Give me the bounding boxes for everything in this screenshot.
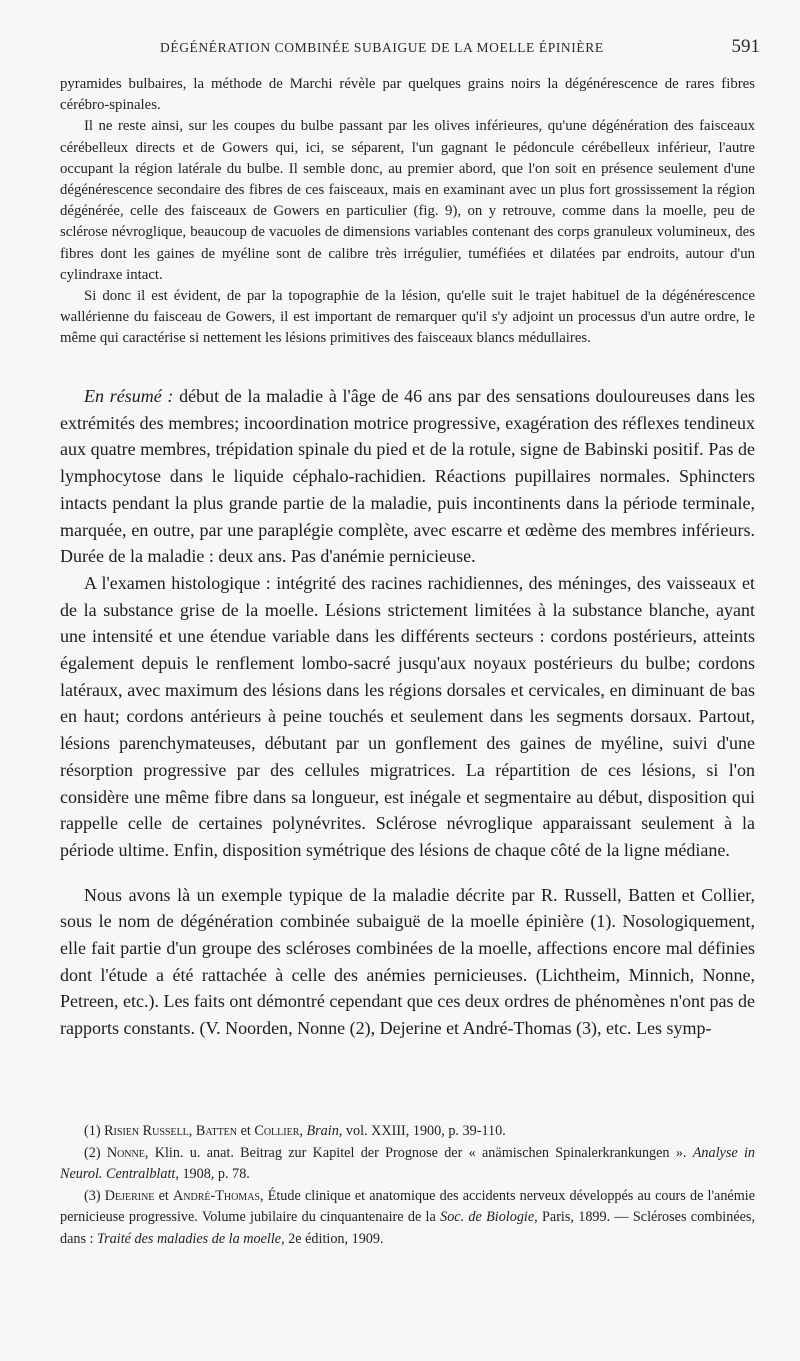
- footnote-3: [60, 1186, 755, 1251]
- footnote-3-journal: Soc. de Biologie: [440, 1209, 535, 1225]
- footnote-1: [60, 1121, 755, 1143]
- footnote-3-number: (3): [84, 1187, 105, 1204]
- footnote-3-text: , Étude clinique et anatomique des accidents nerveux développés au cours de l'anémie pernicieuse progressive. Volume jubilaire du cinquantenaire de la: [60, 1187, 755, 1225]
- paragraph-nous-avons: Nous avons là un exemple typique de la maladie décrite par R. Russell, Batten et Collier, sous le nom de dégénération combinée subaiguë de la moelle épinière (1). Nosologiquement, elle fait partie d'un groupe des scléroses combinées de la moelle, affections encore mal définies dont l'étude a été rattachée à celle des anémies pernicieuses. (Lichtheim, Minnich, Nonne, Petreen, etc.). Les faits ont démontré cependant que ces deux ordres de phénomènes n'ont pas de rapports constants. (V. Noorden, Nonne (2), Dejerine et André-Thomas (3), etc. Les symp-: [60, 884, 755, 1039]
- paragraph-resume: [60, 383, 755, 570]
- footnote-2: [60, 1143, 755, 1186]
- footnote-2-journal: Analyse in Neurol. Centralblatt: [60, 1144, 756, 1182]
- footnote-1-authors: Risien Russell, Batten: [104, 1123, 238, 1139]
- footnote-1-rest: , vol. XXIII, 1900, p. 39-110.: [338, 1123, 506, 1139]
- footnote-2-text: , Klin. u. anat. Beitrag zur Kapitel der Prognose der « anämischen Spinalerkrankungen ».: [144, 1144, 693, 1161]
- footnote-1-author2: Collier: [254, 1123, 300, 1139]
- paragraph-examen: A l'examen histologique : intégrité des racines rachidiennes, des méninges, des vaisseaux et de la substance grise de la moelle. Lésions strictement limitées à la substance blanche, ayant une intensité et une étendue variable dans les différents secteurs : cordons postérieurs, atteints également depuis le renflement lombo-sacré jusqu'aux noyaux postérieurs du bulbe; cordons latéraux, avec maximum des lésions dans les régions dorsales et cervicales, en diminuant de bas en haut; cordons antérieurs à peine touchés et seulement dans les segments dorsaux. Partout, lésions parenchymateuses, débutant par un gonflement des gaines de myéline, suivi d'une résorption progressive par des cellules migratrices. La répartition de ces lésions, si l'on considère une même fibre dans sa longueur, est inégale et segmentaire au début, disposition qui rappelle celle de certaines polynévrites. Sclérose névroglique apparaissant seulement à la période ultime. Enfin, disposition symétrique des lésions de chaque côté de la ligne médiane.: [60, 572, 755, 860]
- resume-lead: En résumé :: [84, 386, 174, 406]
- main-text-section: [60, 383, 755, 1042]
- footnote-3-et: et: [154, 1187, 173, 1204]
- footnote-3-rest: , 2e édition, 1909.: [281, 1230, 384, 1247]
- footnote-3-book: Traité des maladies de la moelle: [97, 1230, 282, 1247]
- footnote-2-author: Nonne: [106, 1144, 145, 1161]
- paragraph-gowers: Si donc il est évident, de par la topographie de la lésion, qu'elle suit le trajet habituel de la dégénérescence wallérienne du faisceau de Gowers, il est important de remarquer qu'il s'y adjoint un processus d'un autre ordre, le même qui caractérise si nettement les lésions primitives des faisceaux blancs médullaires.: [60, 288, 755, 347]
- footnote-2-rest: , 1908, p. 78.: [175, 1166, 250, 1182]
- footnote-3-author: Dejerine: [104, 1187, 155, 1204]
- small-print-section: [60, 74, 755, 350]
- footnote-1-journal: Brain: [306, 1123, 339, 1139]
- page-number: 591: [731, 36, 760, 57]
- resume-text: début de la maladie à l'âge de 46 ans par des sensations douloureuses dans les extrémités des membres; incoordination motrice progressive, exagération des réflexes tendineux aux quatre membres, trépidation spinale du pied et de la rotule, signe de Babinski positif. Pas de lymphocytose dans le liquide céphalo-rachidien. Réactions pupillaires normales. Sphincters intacts pendant la plus grande partie de la maladie, puis incontinents dans la période terminale, marquée, en outre, par une paraplégie complète, avec escarre et œdème des membres inférieurs. Durée de la maladie : deux ans. Pas d'anémie pernicieuse.: [60, 386, 755, 567]
- footnote-1-number: (1): [84, 1123, 105, 1139]
- paragraph-marchi: pyramides bulbaires, la méthode de Marchi révèle par quelques grains noirs la dégénérescence de rares fibres cérébro-spinales.: [60, 76, 755, 114]
- running-title: DÉGÉNÉRATION COMBINÉE SUBAIGUE DE LA MOELLE ÉPINIÈRE: [160, 40, 604, 55]
- paragraph-bulbe: Il ne reste ainsi, sur les coupes du bulbe passant par les olives inférieures, qu'une dégénération des faisceaux cérébelleux directs et de Gowers qui, ici, se séparent, l'un gagnant le pédoncule cérébelleux inférieur, l'autre occupant la région latérale du bulbe. Il semble donc, au premier abord, que l'on soit en présence seulement d'une dégénérescence secondaire des fibres de ces faisceaux, mais en examinant avec un plus fort grossissement la région dégénérée, celle des faisceaux de Gowers en particulier (fig. 9), on y retrouve, comme dans la moelle, peu de sclérose névroglique, beaucoup de vacuoles de dimensions variables contenant des corps granuleux volumineux, des fibres dont les gaines de myéline sont de calibre très irrégulier, tuméfiées et dilatées par endroits, autour d'un cylindraxe intact.: [60, 118, 755, 283]
- footnotes: [60, 1121, 755, 1250]
- footnote-1-et: et: [237, 1123, 255, 1139]
- footnote-1-sep: ,: [299, 1123, 307, 1139]
- footnote-3-mid: , Paris, 1899. — Scléroses combinées, dans :: [60, 1209, 755, 1247]
- footnote-3-author2: André-Thomas: [173, 1187, 260, 1204]
- page-header: [60, 36, 760, 60]
- footnote-2-number: (2): [84, 1144, 107, 1161]
